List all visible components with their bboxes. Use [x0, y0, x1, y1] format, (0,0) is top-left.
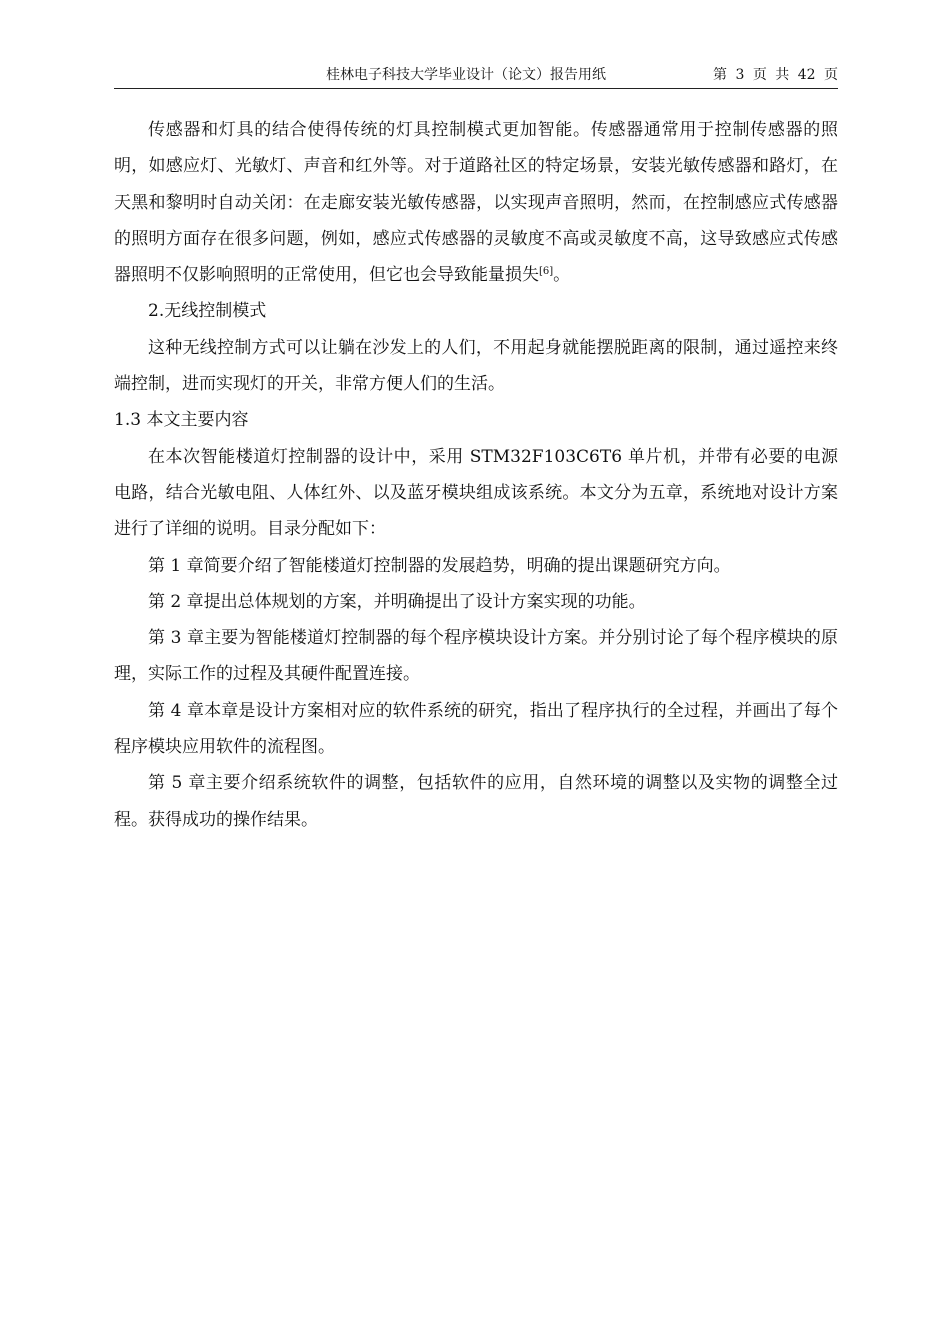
chapter-1-summary: 第 1 章简要介绍了智能楼道灯控制器的发展趋势，明确的提出课题研究方向。 [148, 555, 731, 576]
page-number: 第 3 页 共 42 页 [713, 67, 838, 83]
section-heading: 1.3 本文主要内容 [114, 410, 249, 431]
paragraph-sensor-control [114, 112, 838, 293]
page-header [114, 62, 838, 89]
subheading-wireless-control: 2.无线控制模式 [148, 301, 267, 322]
chapter-4-summary: 第 4 章本章是设计方案相对应的软件系统的研究，指出了程序执行的全过程，并画出了每个程序模块应用软件的流程图。 [114, 700, 838, 758]
citation-ref: [6] [539, 266, 554, 278]
paragraph-wireless-control: 这种无线控制方式可以让躺在沙发上的人们，不用起身就能摆脱距离的限制，通过遥控来终端控制，进而实现灯的开关，非常方便人们的生活。 [114, 337, 838, 395]
header-title: 桂林电子科技大学毕业设计（论文）报告用纸 [326, 67, 606, 83]
chapter-5-summary: 第 5 章主要介绍系统软件的调整，包括软件的应用，自然环境的调整以及实物的调整全过程。获得成功的操作结果。 [114, 773, 838, 830]
chapter-2-summary: 第 2 章提出总体规划的方案，并明确提出了设计方案实现的功能。 [148, 591, 646, 612]
paragraph-end: 。 [553, 265, 571, 286]
paragraph-design-overview: 在本次智能楼道灯控制器的设计中，采用 STM32F103C6T6 单片机，并带有必要的电源电路，结合光敏电阻、人体红外、以及蓝牙模块组成该系统。本文分为五章，系统地对设计方案进行了详细的说明。目录分配如下： [114, 446, 838, 540]
body-text [114, 112, 838, 838]
paragraph-text: 传感器和灯具的结合使得传统的灯具控制模式更加智能。传感器通常用于控制传感器的照明，如感应灯、光敏灯、声音和红外等。对于道路社区的特定场景，安装光敏传感器和路灯，在天黑和黎明时自动关闭：在走廊安装光敏传感器，以实现声音照明，然而，在控制感应式传感器的照明方面存在很多问题，例如，感应式传感器的灵敏度不高或灵敏度不高，这导致感应式传感器照明不仅影响照明的正常使用，但它也会导致能量损失 [114, 120, 838, 286]
chapter-3-summary: 第 3 章主要为智能楼道灯控制器的每个程序模块设计方案。并分别讨论了每个程序模块的原理，实际工作的过程及其硬件配置连接。 [114, 628, 838, 685]
